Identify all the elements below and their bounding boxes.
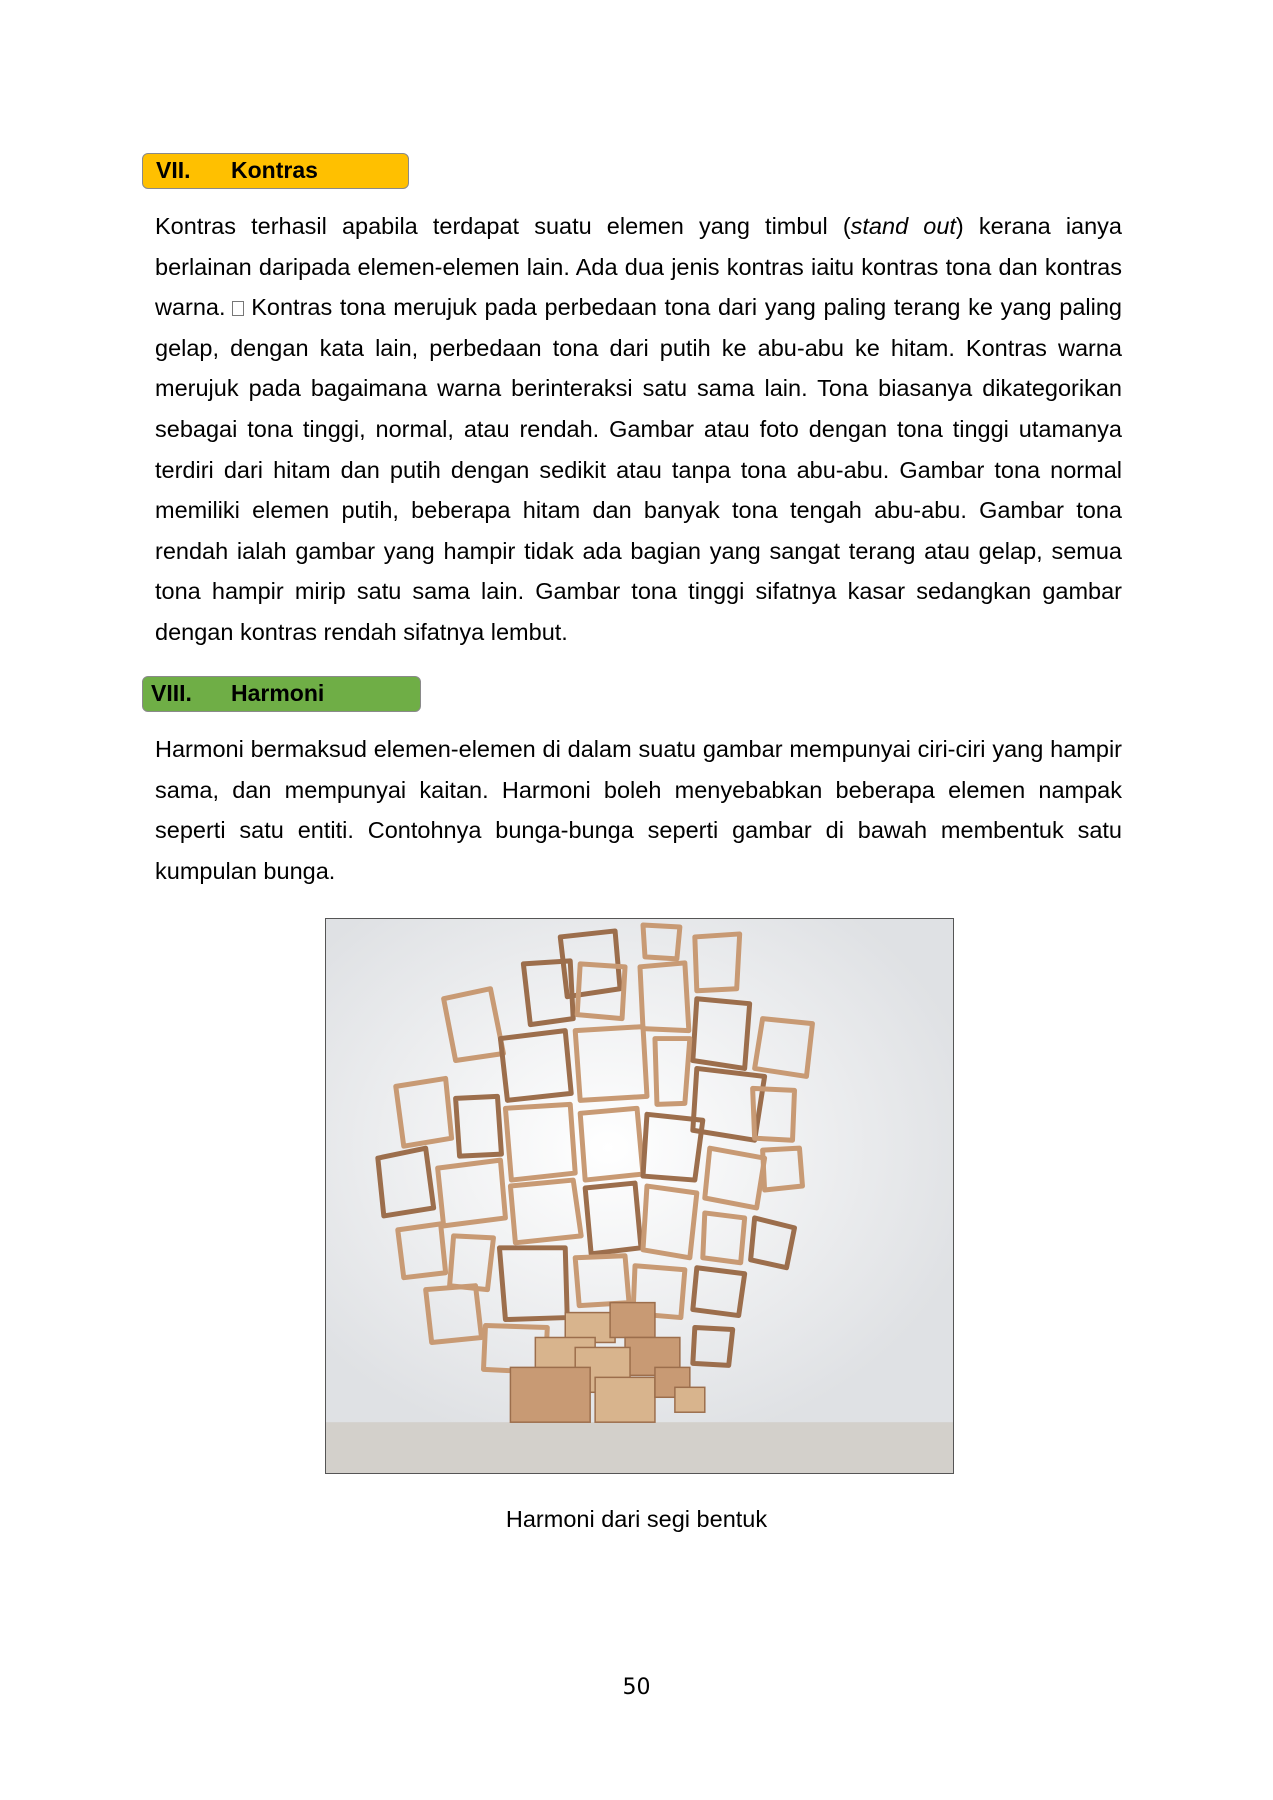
figure-caption: Harmoni dari segi bentuk <box>505 1506 768 1532</box>
wooden-crate <box>610 1303 655 1338</box>
wooden-crate <box>510 1367 590 1422</box>
kontras-paragraph <box>155 206 1122 653</box>
section-title: Kontras <box>231 157 318 183</box>
harmoni-photo <box>325 918 954 1474</box>
floor <box>326 1422 953 1473</box>
section-number: VIII. <box>151 680 192 706</box>
kontras-text-rest: Kontras tona merujuk pada perbedaan tona dari yang paling terang ke yang paling gelap, dengan kata lain, perbedaan tona dari putih ke abu-abu ke hitam. Kontras warna merujuk pada bagaimana warna berinteraksi satu sama lain. Tona biasanya dikategorikan sebagai tona tinggi, normal, atau rendah. Gambar atau foto dengan tona tinggi utamanya terdiri dari hitam dan putih dengan sedikit atau tanpa tona abu-abu. Gambar tona normal memiliki elemen putih, beberapa hitam dan banyak tona tengah abu-abu. Gambar tona rendah ialah gambar yang hampir tidak ada bagian yang sangat terang atau gelap, semua tona hampir mirip satu sama lain. Gambar tona tinggi sifatnya kasar sedangkan gambar dengan kontras rendah sifatnya lembut. <box>155 294 1123 645</box>
harmoni-paragraph: Harmoni bermaksud elemen-elemen di dalam suatu gambar mempunyai ciri-ciri yang hampir sama, dan mempunyai kaitan. Harmoni boleh menyebabkan beberapa elemen nampak seperti satu entiti. Contohnya bunga-bunga seperti gambar di bawah membentuk satu kumpulan bunga. <box>155 736 1122 884</box>
kontras-text-start: Kontras terhasil apabila terdapat suatu elemen yang timbul ( <box>155 213 851 239</box>
section-number: VII. <box>156 157 191 183</box>
section-title: Harmoni <box>231 680 325 706</box>
kontras-italic-term: stand out <box>850 213 956 239</box>
wooden-crate <box>675 1387 705 1412</box>
wooden-crate <box>595 1377 655 1422</box>
missing-glyph-box-icon <box>232 301 244 316</box>
wooden-frames-illustration <box>326 919 953 1473</box>
page-number: 50 <box>622 1675 651 1700</box>
section-heading-kontras <box>142 153 409 189</box>
kontras-text-middle: ) kerana ianya berlainan daripada elemen-elemen lain. Ada dua jenis kontras iaitu kontras tona dan kontras warna. <box>155 213 1122 321</box>
section-heading-harmoni <box>142 676 421 712</box>
